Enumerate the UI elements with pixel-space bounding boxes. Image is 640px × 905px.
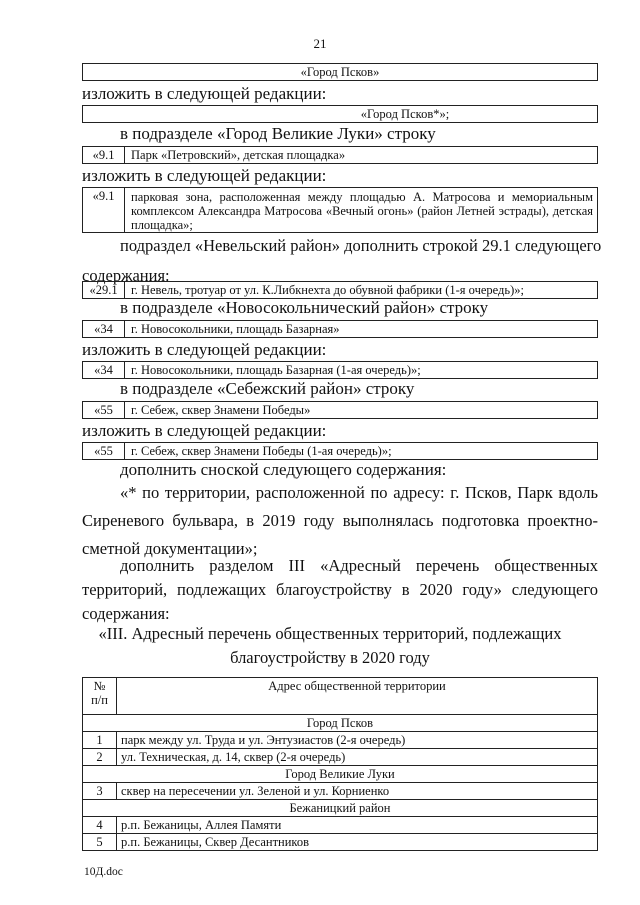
row-number: «9.1 (83, 147, 125, 163)
instruction-paragraph (82, 554, 598, 626)
paragraph-line: содержания: (82, 604, 170, 623)
row-number: «29.1 (83, 282, 125, 298)
row-number: 3 (83, 783, 117, 800)
row-address: р.п. Бежаницы, Сквер Десантников (117, 834, 598, 851)
paragraph-line: Сиреневого бульвара, в 2019 году выполнялась подготовка проектно- (82, 511, 598, 530)
row-number: «34 (83, 362, 125, 378)
section-heading: благоустройству в 2020 году (230, 648, 430, 667)
quoted-row-9-1-new (82, 187, 598, 233)
row-text: г. Себеж, сквер Знамени Победы (1-ая очередь)»; (131, 444, 392, 458)
row-number: 1 (83, 732, 117, 749)
row-number: «34 (83, 321, 125, 337)
instruction-line: изложить в следующей редакции: (82, 166, 327, 185)
quoted-row-29-1 (82, 281, 598, 299)
table-row (83, 817, 598, 834)
row-address: сквер на пересечении ул. Зеленой и ул. Корниенко (117, 783, 598, 800)
column-header-number: № п/п (83, 678, 117, 715)
row-address: р.п. Бежаницы, Аллея Памяти (117, 817, 598, 834)
quoted-row-pskov-old (82, 63, 598, 81)
table-section-row (83, 766, 598, 783)
page-number: 21 (313, 36, 327, 51)
paragraph-line: территорий, подлежащих благоустройству в 2020 году» следующего (82, 580, 598, 599)
row-text: Парк «Петровский», детская площадка» (131, 148, 346, 162)
footnote-paragraph (82, 481, 598, 561)
row-address: ул. Техническая, д. 14, сквер (2-я очередь) (117, 749, 598, 766)
table-section-row (83, 715, 598, 732)
row-number: 4 (83, 817, 117, 834)
column-header-address: Адрес общественной территории (117, 678, 598, 715)
section-label: Бежаницкий район (83, 800, 598, 817)
instruction-line: в подразделе «Себежский район» строку (120, 379, 415, 398)
instruction-line: изложить в следующей редакции: (82, 340, 327, 359)
instruction-line: изложить в следующей редакции: (82, 421, 327, 440)
table-row (83, 783, 598, 800)
instruction-line: изложить в следующей редакции: (82, 84, 327, 103)
quoted-row-55-new (82, 442, 598, 460)
table-row (83, 749, 598, 766)
paragraph-line: содержания: (82, 266, 170, 285)
instruction-line: в подразделе «Новосокольнический район» строку (120, 298, 489, 317)
row-text: г. Новосокольники, площадь Базарная» (131, 322, 340, 336)
table-section-row (83, 800, 598, 817)
row-text: парковая зона, расположенная между площадью А. Матросова и мемориальным комплексом Александра Матросова «Вечный огонь» (район Летней эстрады), детская площадка»; (131, 190, 593, 232)
section-heading: «III. Адресный перечень общественных территорий, подлежащих (98, 624, 562, 643)
section-label: Город Псков (83, 715, 598, 732)
quoted-row-34-new (82, 361, 598, 379)
quoted-row-55-old (82, 401, 598, 419)
row-address: парк между ул. Труда и ул. Энтузиастов (2-я очередь) (117, 732, 598, 749)
row-text: г. Новосокольники, площадь Базарная (1-ая очередь)»; (131, 363, 421, 377)
row-number: 2 (83, 749, 117, 766)
quoted-row-34-old (82, 320, 598, 338)
quoted-row-text: «Город Псков» (300, 65, 380, 79)
row-number: 5 (83, 834, 117, 851)
instruction-paragraph (82, 234, 602, 288)
table-header-row (83, 678, 598, 715)
paragraph-line: дополнить разделом III «Адресный перечень общественных (120, 556, 598, 575)
quoted-row-pskov-new (82, 105, 598, 123)
address-table (82, 677, 598, 851)
section-label: Город Великие Луки (83, 766, 598, 783)
row-text: г. Невель, тротуар от ул. К.Либкнехта до обувной фабрики (1-я очередь)»; (131, 283, 524, 297)
quoted-row-text: «Город Псков*»; (360, 107, 450, 121)
instruction-line: в подразделе «Город Великие Луки» строку (120, 124, 436, 143)
row-number: «55 (83, 443, 125, 459)
table-row (83, 834, 598, 851)
quoted-row-9-1-old (82, 146, 598, 164)
table-row (83, 732, 598, 749)
paragraph-line: сметной документации»; (82, 539, 258, 558)
paragraph-line: «* по территории, расположенной по адресу: г. Псков, Парк вдоль (120, 483, 598, 502)
row-number: «9.1 (83, 188, 125, 232)
file-name-footer: 10Д.doc (84, 866, 123, 878)
paragraph-line: подраздел «Невельский район» дополнить строкой 29.1 следующего (120, 236, 602, 255)
row-number: «55 (83, 402, 125, 418)
row-text: г. Себеж, сквер Знамени Победы» (131, 403, 311, 417)
instruction-line: дополнить сноской следующего содержания: (120, 460, 447, 479)
